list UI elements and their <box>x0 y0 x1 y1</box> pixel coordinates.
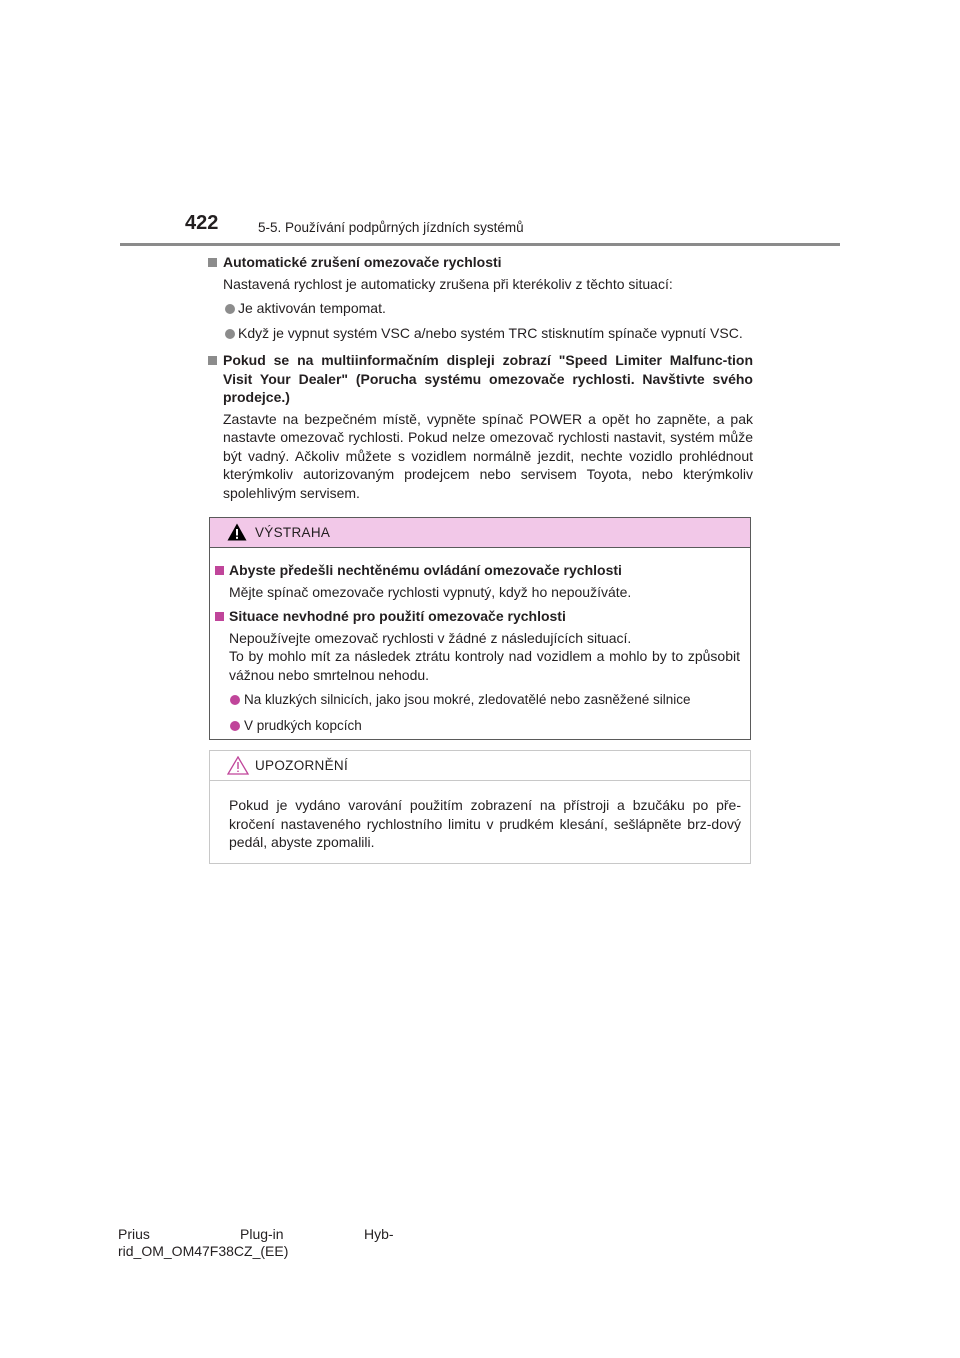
round-bullet-icon <box>230 721 240 731</box>
warning-header <box>210 518 750 548</box>
section-title: 5-5. Používání podpůrných jízdních systémů <box>258 220 524 235</box>
square-bullet-icon <box>215 612 224 621</box>
list-item: V prudkých kopcích <box>215 717 740 736</box>
square-bullet-icon <box>215 566 224 575</box>
main-content <box>208 253 753 502</box>
page-number: 422 <box>185 212 219 234</box>
footer-line <box>118 1226 394 1243</box>
warning-icon <box>227 523 247 541</box>
round-bullet-icon <box>225 329 235 339</box>
warning-box <box>209 517 751 740</box>
round-bullet-icon <box>230 695 240 705</box>
section-heading: Pokud se na multiinformačním displeji zobrazí "Speed Limiter Malfunc-tion Visit Your Dealer" (Porucha systému omezovače rychlosti. Navštivte svého prodejce.) <box>208 351 753 407</box>
list-item: Když je vypnut systém VSC a/nebo systém TRC stisknutím spínače vypnutí VSC. <box>208 324 753 343</box>
warning-text: Nepoužívejte omezovač rychlosti v žádné z následujících situací. <box>229 629 632 646</box>
warning-heading: Abyste předešli nechtěnému ovládání omezovače rychlosti <box>215 561 740 580</box>
footer-type: Hyb- <box>364 1226 394 1242</box>
warning-heading: Situace nevhodné pro použití omezovače rychlosti <box>215 607 740 626</box>
notice-header <box>210 751 750 781</box>
section-text: Zastavte na bezpečném místě, vypněte spínač POWER a opět ho zapněte, a pak nastavte omezovač rychlosti. Pokud nelze omezovač rychlosti nastavit, systém může být vadný. Ačkoliv můžete s vozidlem normálně jezdit, nechte vozidlo prohlédnout kterýmkoliv autorizovaným prodejcem nebo servisem Toyota, nebo kterýmkoliv spolehlivým servisem. <box>223 410 753 501</box>
round-bullet-icon <box>225 304 235 314</box>
section-heading: Automatické zrušení omezovače rychlosti <box>208 253 753 272</box>
list-item: Na kluzkých silnicích, jako jsou mokré, zledovatělé nebo zasněžené silnice <box>215 691 740 710</box>
footer-variant: Plug-in <box>240 1226 284 1242</box>
warning-body <box>210 548 750 735</box>
notice-text: Pokud je vydáno varování použitím zobrazení na přístroji a bzučáku po pře-kročení nastaveného rychlostního limitu v prudkém klesání, sešlápněte brz-dový pedál, abyste zpomalili. <box>229 797 741 850</box>
square-bullet-icon <box>208 356 217 365</box>
notice-box <box>209 750 751 864</box>
section-text: Nastavená rychlost je automaticky zrušena při kterékoliv z těchto situací: <box>223 275 673 292</box>
warning-text: Mějte spínač omezovače rychlosti vypnutý, když ho nepoužíváte. <box>229 583 632 600</box>
caution-icon <box>227 756 249 775</box>
warning-title: VÝSTRAHA <box>255 525 331 540</box>
footer-model: Prius <box>118 1226 150 1242</box>
footer <box>118 1226 394 1260</box>
warning-text: To by mohlo mít za následek ztrátu kontroly nad vozidlem a mohlo by to způsobit vážnou nebo smrtelnou nehodu. <box>229 648 740 683</box>
header-rule <box>120 243 840 246</box>
notice-title: UPOZORNĚNÍ <box>255 758 349 773</box>
footer-code: rid_OM_OM47F38CZ_(EE) <box>118 1243 289 1259</box>
square-bullet-icon <box>208 258 217 267</box>
list-item: Je aktivován tempomat. <box>208 299 753 318</box>
